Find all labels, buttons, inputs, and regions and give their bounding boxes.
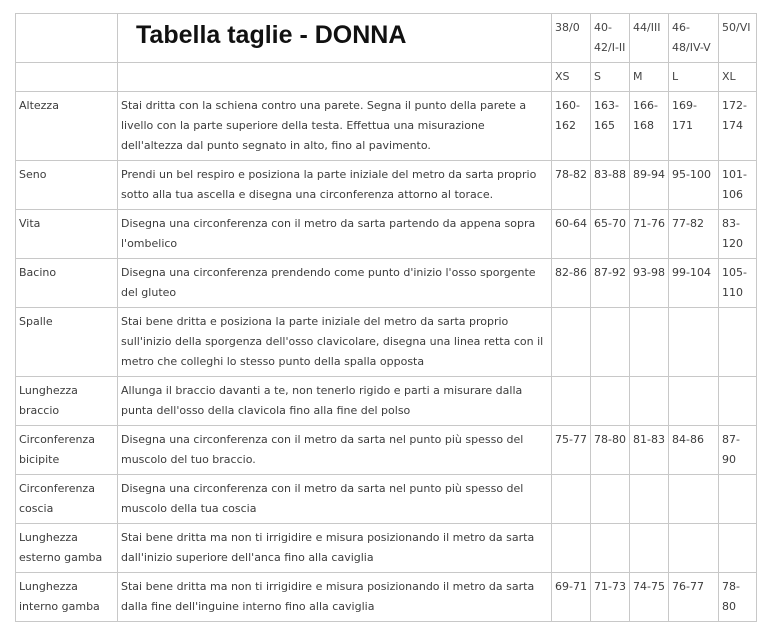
size-value-cell: 76-77: [669, 573, 719, 622]
measurement-instructions: Stai bene dritta ma non ti irrigidire e misura posizionando il metro da sarta dall'inizio superiore dell'anca fino alla caviglia: [118, 524, 552, 573]
size-letter-xs: XS: [552, 63, 591, 92]
size-value-cell: [552, 377, 591, 426]
size-code-l: 46-48/IV-V: [669, 14, 719, 63]
measurement-name: Vita: [16, 210, 118, 259]
size-value-cell: 74-75: [630, 573, 669, 622]
size-value-cell: 166-168: [630, 92, 669, 161]
measurement-name: Bacino: [16, 259, 118, 308]
size-value-cell: 83-120: [719, 210, 757, 259]
size-value-cell: 160-162: [552, 92, 591, 161]
measurement-instructions: Stai bene dritta e posiziona la parte iniziale del metro da sarta proprio sull'inizio della sporgenza dell'osso clavicolare, disegna una linea retta con il metro che colleghi lo stesso punto della spalla opposta: [118, 308, 552, 377]
size-value-cell: [669, 475, 719, 524]
size-value-cell: 78-82: [552, 161, 591, 210]
size-value-cell: 71-73: [591, 573, 630, 622]
measurement-instructions: Disegna una circonferenza con il metro da sarta partendo da appena sopra l'ombelico: [118, 210, 552, 259]
size-value-cell: 93-98: [630, 259, 669, 308]
size-value-cell: 78-80: [719, 573, 757, 622]
size-value-cell: [630, 475, 669, 524]
measurement-instructions: Stai dritta con la schiena contro una parete. Segna il punto della parete a livello con la parte superiore della testa. Effettua una misurazione dell'altezza dal punto segnato in alto, fino al pavimento.: [118, 92, 552, 161]
header-corner-cell: [16, 14, 118, 63]
table-row: [16, 161, 757, 210]
size-code-s: 40-42/I-II: [591, 14, 630, 63]
size-value-cell: 77-82: [669, 210, 719, 259]
size-value-cell: [630, 308, 669, 377]
table-row: [16, 259, 757, 308]
size-value-cell: 87-92: [591, 259, 630, 308]
size-code-xs: 38/0: [552, 14, 591, 63]
header-empty-cell: [16, 63, 118, 92]
size-value-cell: 65-70: [591, 210, 630, 259]
size-value-cell: [552, 308, 591, 377]
size-value-cell: [591, 377, 630, 426]
size-value-cell: 95-100: [669, 161, 719, 210]
measurement-instructions: Disegna una circonferenza prendendo come punto d'inizio l'osso sporgente del gluteo: [118, 259, 552, 308]
size-value-cell: 99-104: [669, 259, 719, 308]
size-code-xl: 50/VI: [719, 14, 757, 63]
header-row-codes: [16, 14, 757, 63]
size-value-cell: [669, 524, 719, 573]
size-value-cell: [552, 475, 591, 524]
measurement-name: Spalle: [16, 308, 118, 377]
header-empty-desc-cell: [118, 63, 552, 92]
size-value-cell: [591, 475, 630, 524]
size-value-cell: [669, 308, 719, 377]
size-letter-s: S: [591, 63, 630, 92]
size-value-cell: [630, 377, 669, 426]
size-value-cell: 81-83: [630, 426, 669, 475]
size-value-cell: [719, 524, 757, 573]
measurement-instructions: Prendi un bel respiro e posiziona la parte iniziale del metro da sarta proprio sotto alla tua ascella e disegna una circonferenza attorno al torace.: [118, 161, 552, 210]
title-cell: [118, 14, 552, 63]
size-value-cell: 105-110: [719, 259, 757, 308]
size-value-cell: 172-174: [719, 92, 757, 161]
table-title: Tabella taglie - DONNA: [136, 21, 407, 49]
measurement-name: Circonferenza coscia: [16, 475, 118, 524]
size-letter-xl: XL: [719, 63, 757, 92]
size-value-cell: 163-165: [591, 92, 630, 161]
table-row: [16, 426, 757, 475]
size-value-cell: 83-88: [591, 161, 630, 210]
size-value-cell: 169-171: [669, 92, 719, 161]
size-chart-table: [15, 13, 757, 622]
size-letter-l: L: [669, 63, 719, 92]
table-row: [16, 92, 757, 161]
size-value-cell: 89-94: [630, 161, 669, 210]
measurement-instructions: Stai bene dritta ma non ti irrigidire e misura posizionando il metro da sarta dalla fine dell'inguine interno fino alla caviglia: [118, 573, 552, 622]
table-row: [16, 573, 757, 622]
size-value-cell: [591, 524, 630, 573]
measurement-instructions: Disegna una circonferenza con il metro da sarta nel punto più spesso del muscolo del tuo braccio.: [118, 426, 552, 475]
size-code-m: 44/III: [630, 14, 669, 63]
size-value-cell: [719, 377, 757, 426]
size-value-cell: [719, 308, 757, 377]
size-value-cell: [669, 377, 719, 426]
size-value-cell: 87-90: [719, 426, 757, 475]
size-value-cell: 78-80: [591, 426, 630, 475]
measurement-instructions: Disegna una circonferenza con il metro da sarta nel punto più spesso del muscolo della tua coscia: [118, 475, 552, 524]
table-row: [16, 475, 757, 524]
header-row-letters: [16, 63, 757, 92]
measurement-instructions: Allunga il braccio davanti a te, non tenerlo rigido e parti a misurare dalla punta dell'osso della clavicola fino alla fine del polso: [118, 377, 552, 426]
size-value-cell: 69-71: [552, 573, 591, 622]
measurement-name: Lunghezza braccio: [16, 377, 118, 426]
size-value-cell: 101-106: [719, 161, 757, 210]
measurement-name: Seno: [16, 161, 118, 210]
table-row: [16, 308, 757, 377]
size-value-cell: 71-76: [630, 210, 669, 259]
table-row: [16, 210, 757, 259]
measurement-name: Lunghezza esterno gamba: [16, 524, 118, 573]
size-value-cell: [591, 308, 630, 377]
size-value-cell: [630, 524, 669, 573]
size-value-cell: 84-86: [669, 426, 719, 475]
size-value-cell: 82-86: [552, 259, 591, 308]
measurement-name: Altezza: [16, 92, 118, 161]
table-row: [16, 377, 757, 426]
size-value-cell: [719, 475, 757, 524]
size-value-cell: [552, 524, 591, 573]
size-letter-m: M: [630, 63, 669, 92]
size-value-cell: 60-64: [552, 210, 591, 259]
measurement-name: Lunghezza interno gamba: [16, 573, 118, 622]
measurement-name: Circonferenza bicipite: [16, 426, 118, 475]
size-value-cell: 75-77: [552, 426, 591, 475]
table-row: [16, 524, 757, 573]
